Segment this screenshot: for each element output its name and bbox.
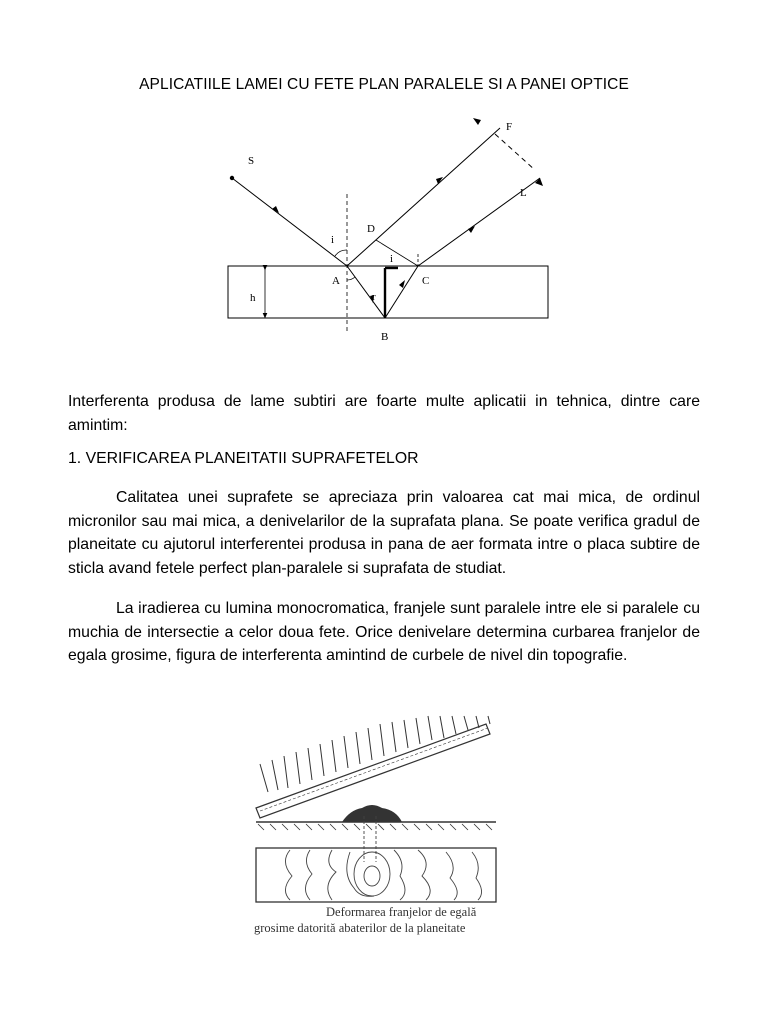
surface-defect	[342, 805, 402, 822]
section-heading: 1. VERIFICAREA PLANEITATII SUPRAFETELOR	[68, 450, 419, 467]
label-i1: i	[331, 234, 335, 246]
refracted-ray	[347, 266, 385, 318]
label-c: C	[422, 275, 430, 287]
label-h: h	[250, 292, 256, 304]
paragraph-1: Calitatea unei suprafete se apreciaza prin valoarea cat mai mica, de ordinul micronilor sau mai mica, a denivelarilor de la suprafata plana. Se poate verifica gradul de planeitate cu ajutorul interferentei produsa in pana de aer formata intre o placa subtire de sticla avand fetele perfect plan-paralele si suprafata de studiat.	[68, 489, 700, 577]
internal-ray	[385, 266, 418, 318]
air-wedge-diagram	[250, 712, 510, 942]
label-i2: i	[390, 253, 394, 265]
glass-plate	[228, 266, 548, 318]
label-r: r	[372, 291, 376, 303]
thin-plate-diagram	[210, 112, 560, 340]
paragraph-2: La iradierea cu lumina monocromatica, franjele sunt paralele intre ele si paralele cu muchia de intersectie a celor doua fete. Orice denivelare determina curbarea franjelor de egala grosime, figura de interferenta amintind de curbele de nivel din topografie.	[68, 600, 700, 664]
incident-light-arrows	[260, 716, 490, 792]
label-b: B	[381, 331, 389, 340]
figure2-caption-line2: grosime datorită abaterilor de la planeitate	[254, 921, 466, 935]
intro-paragraph: Interferenta produsa de lame subtiri are foarte multe aplicatii in tehnica, dintre care amintim:	[68, 393, 700, 434]
incident-ray	[232, 178, 347, 266]
figure2-caption-line1: Deformarea franjelor de egală	[326, 905, 477, 919]
label-s: S	[248, 155, 255, 167]
page-title: APLICATIILE LAMEI CU FETE PLAN PARALELE SI A PANEI OPTICE	[139, 76, 629, 93]
reflected-ray	[347, 128, 500, 266]
label-d: D	[367, 223, 375, 235]
label-f: F	[506, 121, 513, 133]
label-a: A	[332, 275, 340, 287]
label-l: L	[520, 187, 527, 199]
